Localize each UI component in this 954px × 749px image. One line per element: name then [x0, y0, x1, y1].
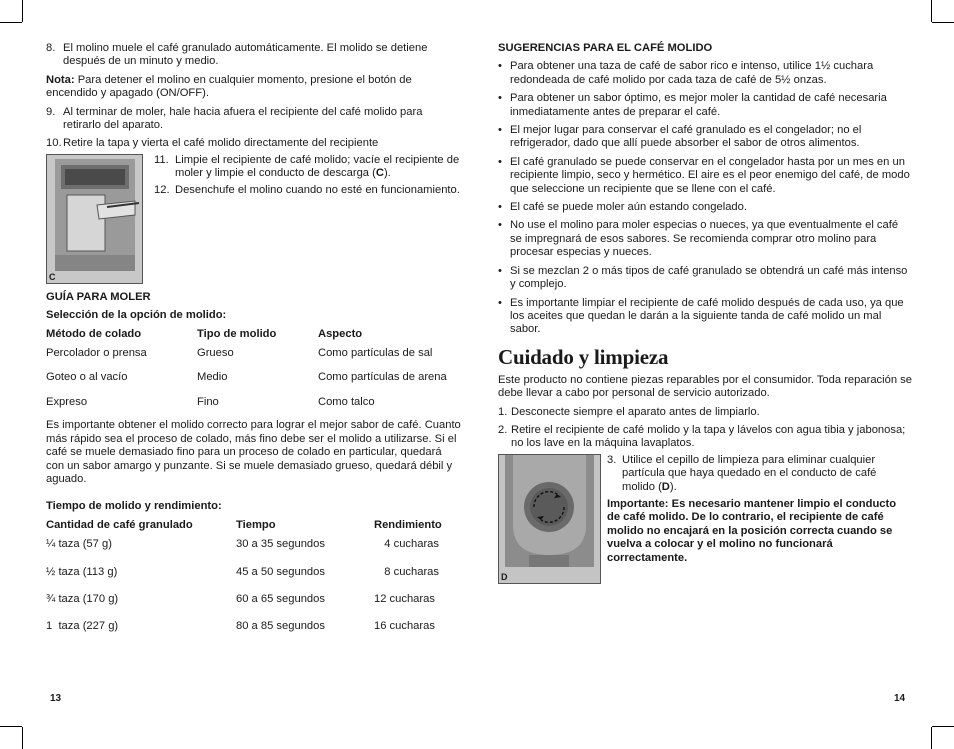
tip-text: No use el molino para moler especias o nueces, ya que eventualmente el café se impregnará de esos sabores. Se recomienda comprar otro molino para procesar especias y nueces.	[510, 219, 899, 259]
step-number: 9.	[46, 105, 56, 118]
table-cell: Expreso	[46, 395, 88, 408]
care-step-3-block	[607, 454, 912, 584]
note	[46, 74, 461, 101]
step-12	[154, 184, 461, 197]
tip-text: Es importante limpiar el recipiente de café molido después de cada uso, ya que los aceites que quedan le darán a la siguiente tanda de café molido un mal sabor.	[510, 296, 904, 336]
bullet-dot: •	[498, 219, 502, 232]
step-number: 2.	[498, 423, 508, 436]
list-item	[498, 201, 912, 214]
step-11	[154, 154, 461, 181]
tip-text: Si se mezclan 2 o más tipos de café granulado se obtendrá un café más intenso y complejo.	[510, 264, 908, 291]
step-11-text: Limpie el recipiente de café molido; vacíe el recipiente de moler y limpie el conducto de descarga (	[175, 153, 460, 180]
table-cell: 60 a 65 segundos	[236, 592, 325, 605]
bullet-dot: •	[498, 264, 502, 277]
crop-mark	[932, 22, 954, 23]
step-8	[46, 42, 461, 69]
important-note: Importante: Es necesario mantener limpio el conducto de café molido. De lo contrario, el recipiente de café molido no encajará en la posición correcta cuando se vuelva a colocar y el molino no funcionará correctamente.	[607, 497, 897, 564]
step-10	[46, 137, 461, 150]
column-header: Rendimiento	[374, 518, 442, 531]
crop-mark	[932, 726, 954, 727]
column-header: Aspecto	[318, 327, 363, 340]
grind-table	[46, 328, 461, 410]
column-header: Método de colado	[46, 327, 142, 340]
list-item	[498, 219, 912, 259]
table-cell: Como partículas de sal	[318, 347, 433, 360]
step-text: Desconecte siempre el aparato antes de limpiarlo.	[511, 405, 760, 418]
page-number: 14	[894, 693, 906, 704]
table-cell: ¼ taza (57 g)	[46, 538, 112, 551]
care-intro: Este producto no contiene piezas reparables por el consumidor. Toda reparación se debe llevar a cabo por personal de servicio autorizado.	[498, 373, 912, 400]
figure-label: C	[49, 271, 56, 282]
chute-brush-illustration	[499, 455, 600, 583]
figure-c	[46, 154, 143, 284]
figure-d-row	[498, 454, 912, 584]
care-step-3	[607, 454, 912, 494]
crop-mark	[931, 0, 932, 22]
table-cell: 80 a 85 segundos	[236, 620, 325, 633]
care-step-1	[498, 406, 912, 419]
step-number: 8.	[46, 42, 56, 54]
bullet-dot: •	[498, 124, 502, 137]
table-cell: Como talco	[318, 395, 375, 408]
step-number: 1.	[498, 405, 508, 418]
left-page	[46, 42, 461, 634]
tips-list	[498, 60, 912, 336]
column-header: Tiempo	[236, 518, 276, 531]
step-number: 12.	[154, 183, 170, 196]
list-item	[498, 265, 912, 292]
section-heading: Cuidado y limpieza	[498, 344, 669, 369]
step-number: 3.	[607, 453, 617, 466]
grinder-chute-illustration	[47, 155, 142, 283]
table-cell: Como partículas de arena	[318, 371, 447, 384]
page-number: 13	[50, 693, 62, 704]
table-cell: 4 cucharas	[384, 538, 439, 551]
care-step-3-end: ).	[669, 480, 677, 493]
tip-text: El café granulado se puede conservar en el congelador hasta por un mes en un recipiente limpio, seco y hermético. El aire es el peor enemigo del café, de modo que seleccione un recipiente que se llene con el café.	[510, 155, 910, 195]
figure-d	[498, 454, 601, 584]
column-header: Cantidad de café granulado	[46, 518, 193, 531]
column-header: Tipo de molido	[197, 327, 277, 340]
list-item	[498, 156, 912, 196]
step-text: Retire el recipiente de café molido y la tapa y lávelos con agua tibia y jabonosa; no los lave en la máquina lavaplatos.	[511, 423, 906, 450]
table-cell: ½ taza (113 g)	[46, 565, 118, 578]
note-label: Nota:	[46, 73, 75, 86]
step-text: Desenchufe el molino cuando no esté en funcionamiento.	[175, 183, 460, 196]
step-number: 11.	[154, 153, 169, 166]
step-text: El molino muele el café granulado automáticamente. El molido se detiene después de un minuto y medio.	[63, 42, 428, 68]
crop-mark	[0, 22, 22, 23]
table-cell: Medio	[197, 371, 228, 384]
table-cell: 45 a 50 segundos	[236, 565, 325, 578]
time-title: Tiempo de molido y rendimiento:	[46, 500, 222, 513]
right-page	[498, 42, 912, 584]
bullet-dot: •	[498, 60, 502, 73]
step-text	[175, 154, 461, 181]
figure-label: D	[501, 571, 508, 582]
table-cell: 30 a 35 segundos	[236, 538, 325, 551]
note-text: Para detener el molino en cualquier momento, presione el botón de encendido y apagado (ON/OFF).	[46, 73, 412, 100]
selection-title: Selección de la opción de molido:	[46, 309, 227, 322]
list-item	[498, 92, 912, 119]
bullet-dot: •	[498, 155, 502, 168]
crop-mark	[931, 727, 932, 749]
table-cell: 8 cucharas	[384, 565, 439, 578]
list-item	[498, 60, 912, 87]
tip-text: El mejor lugar para conservar el café granulado es el congelador; no el refrigerador, dado que allí puede absorber el sabor de otros alimentos.	[510, 124, 862, 150]
crop-mark	[0, 726, 22, 727]
tips-title: SUGERENCIAS PARA EL CAFÉ MOLIDO	[498, 42, 713, 54]
grind-paragraph: Es importante obtener el molido correcto para lograr el mejor sabor de café. Cuanto más rápido sea el proceso de colado, más fino debe ser el molido a utilizarse. Si el café se muele demasiado fino para un proceso de colado en particular, quedará con un sabor amargo y punzante. Si se muele demasiado grueso, quedará débil y aguado.	[46, 419, 461, 485]
list-item	[498, 124, 912, 151]
list-item	[498, 297, 912, 337]
figure-ref: C	[375, 167, 384, 180]
bullet-dot: •	[498, 92, 502, 105]
bullet-dot: •	[498, 296, 502, 309]
care-step-2	[498, 424, 912, 451]
step-text	[622, 454, 912, 494]
table-cell: ¾ taza (170 g)	[46, 592, 119, 605]
guide-title: GUÍA PARA MOLER	[46, 290, 151, 303]
table-cell: Percolador o prensa	[46, 347, 147, 360]
figure-ref: D	[661, 480, 670, 493]
crop-mark	[22, 0, 23, 22]
table-cell: 16 cucharas	[374, 620, 435, 633]
care-step-3-text: Utilice el cepillo de limpieza para eliminar cualquier partícula que haya quedado en el conducto de café molido (	[622, 453, 877, 493]
figure-c-row	[46, 154, 461, 284]
steps-11-12	[154, 154, 461, 284]
tip-text: Para obtener una taza de café de sabor rico e intenso, utilice 1½ cuchara redondeada de café molido por cada taza de café de 5½ onzas.	[510, 60, 874, 86]
tip-text: Para obtener un sabor óptimo, es mejor moler la cantidad de café necesaria inmediatamente antes de preparar el café.	[510, 92, 887, 118]
tip-text: El café se puede moler aún estando congelado.	[510, 201, 747, 214]
step-text: Retire la tapa y vierta el café molido directamente del recipiente	[63, 137, 379, 150]
table-cell: Grueso	[197, 347, 234, 360]
table-cell: Fino	[197, 395, 219, 408]
yield-table	[46, 519, 461, 634]
table-cell: 12 cucharas	[374, 592, 435, 605]
table-cell: Goteo o al vacío	[46, 371, 128, 384]
step-text: Al terminar de moler, hale hacia afuera el recipiente del café molido para retirarlo del aparato.	[63, 105, 423, 132]
step-number: 10.	[46, 137, 62, 150]
bullet-dot: •	[498, 201, 502, 214]
step-11-end: ).	[383, 167, 391, 180]
table-cell: 1 taza (227 g)	[46, 620, 119, 633]
crop-mark	[22, 727, 23, 749]
step-9	[46, 106, 461, 133]
